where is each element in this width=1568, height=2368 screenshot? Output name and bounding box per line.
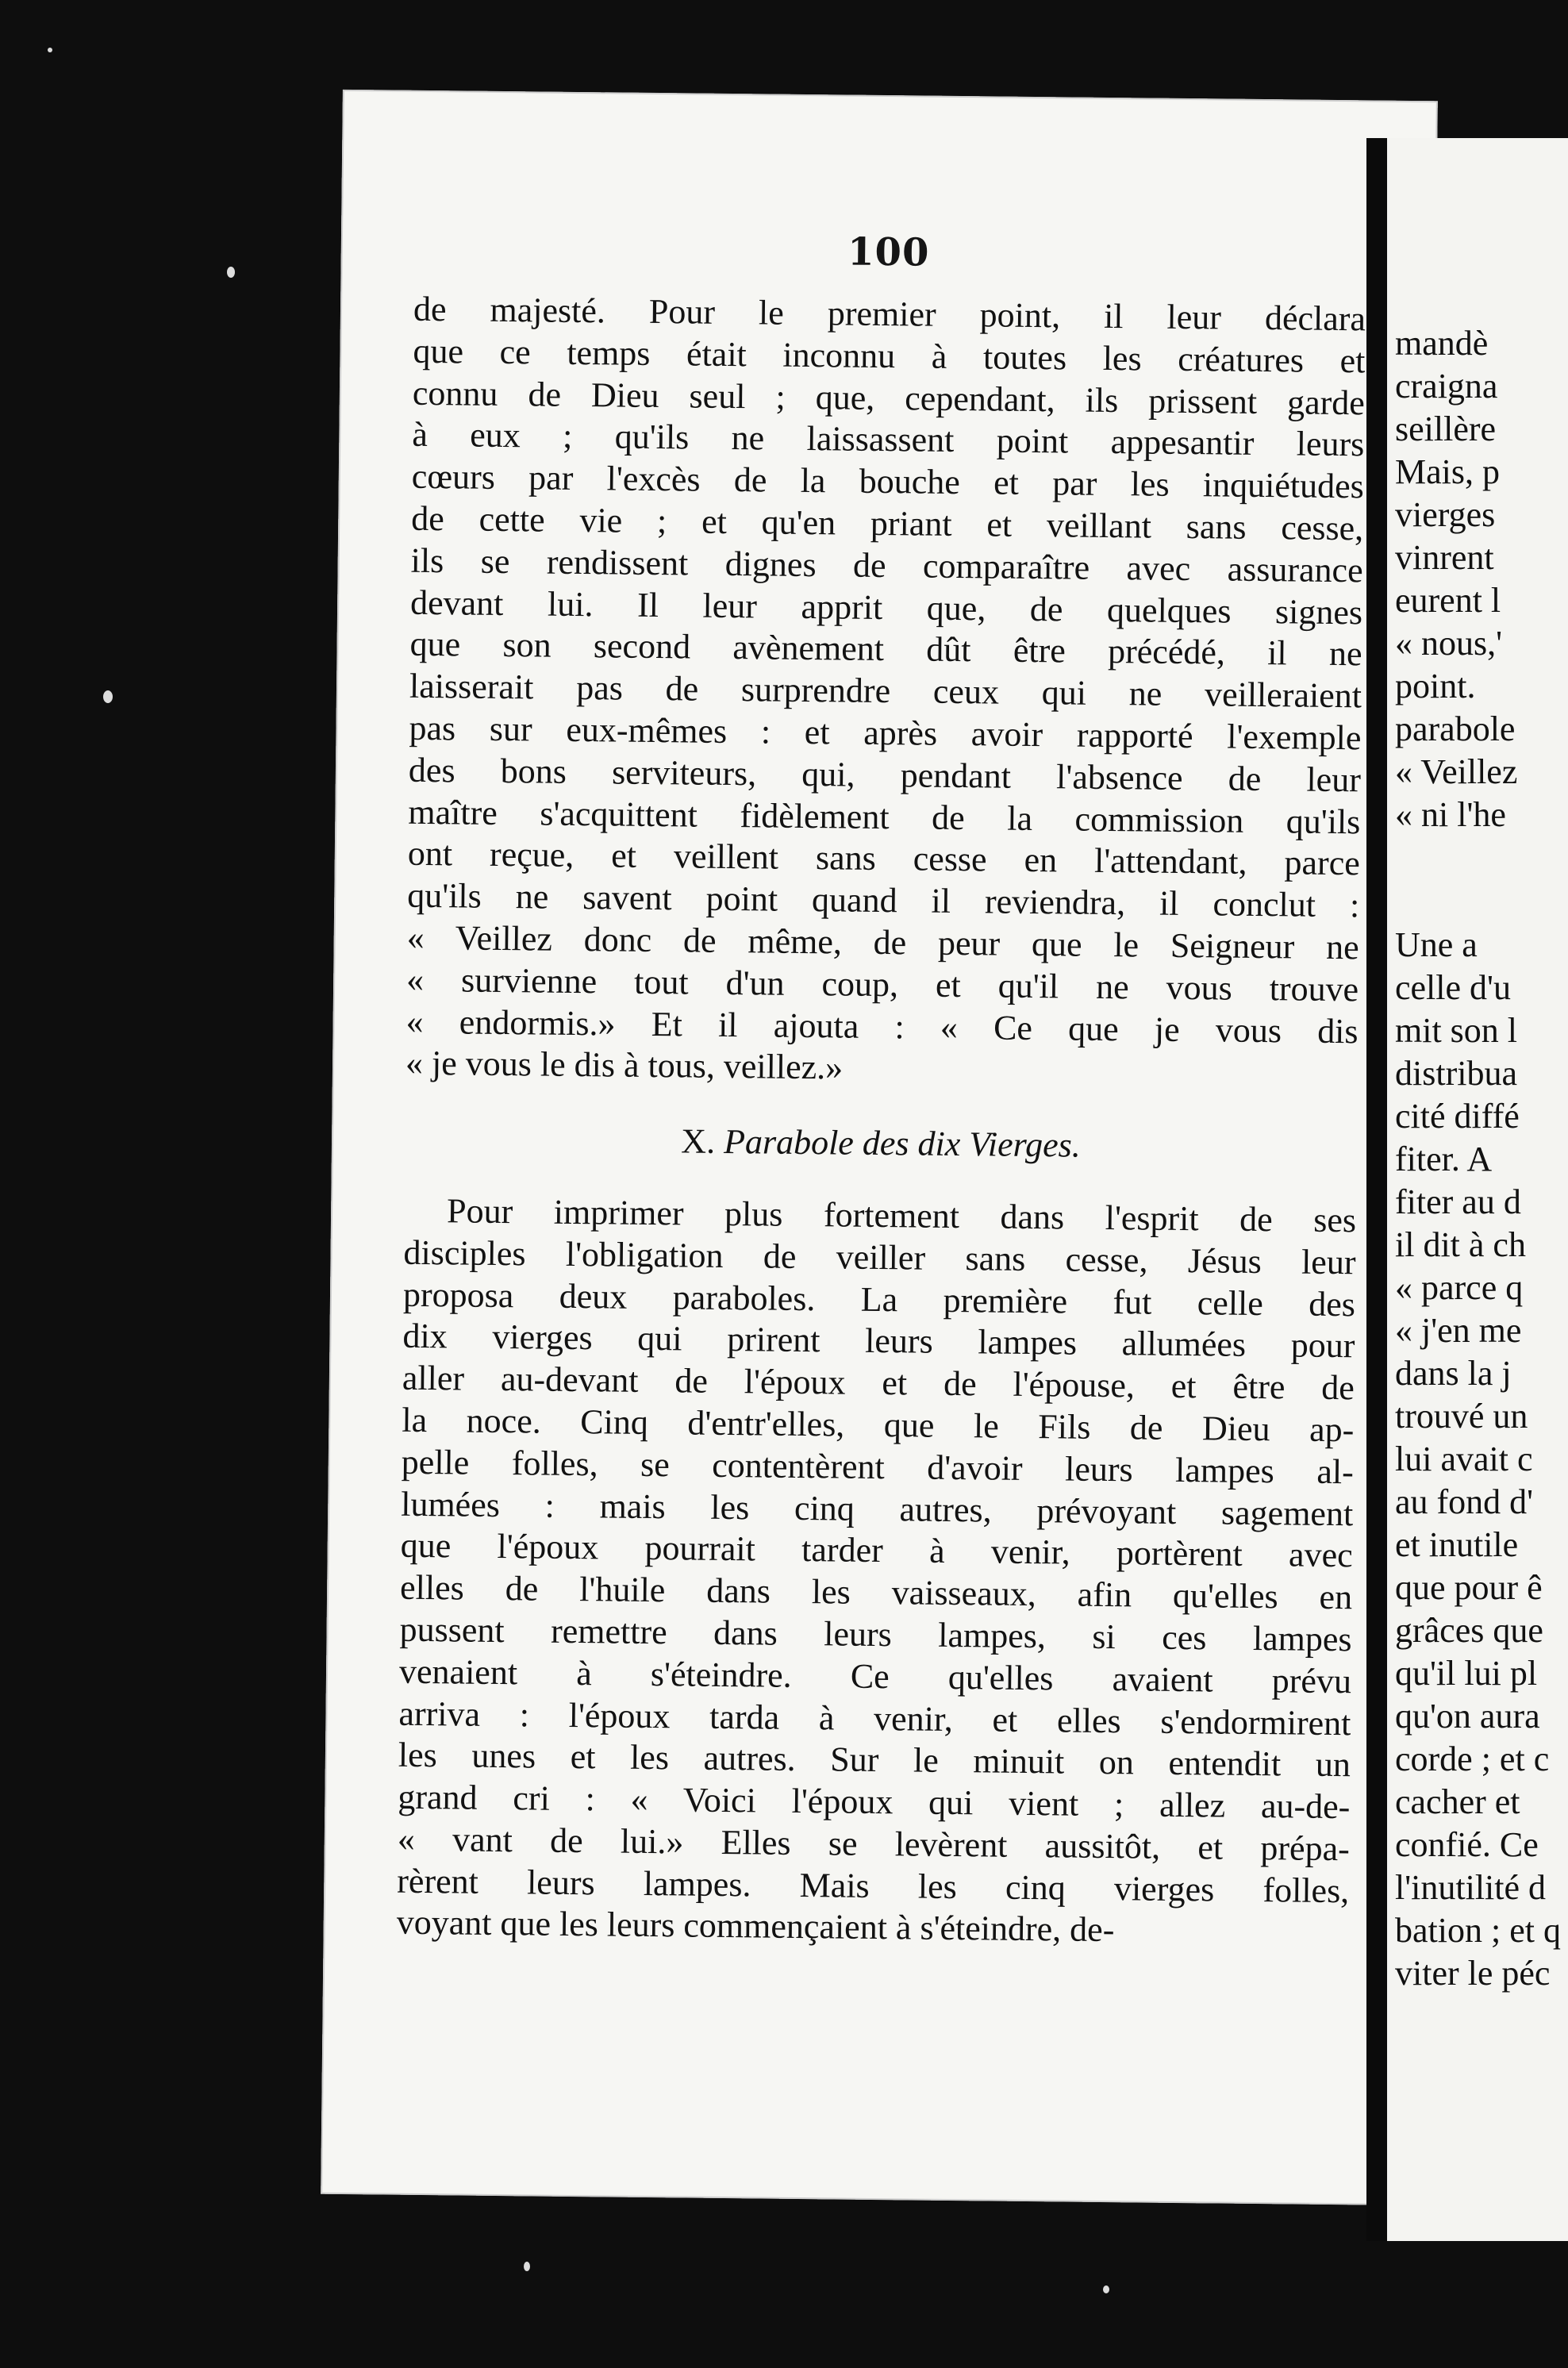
right-page-line: confié. Ce [1395,1825,1539,1864]
right-page-line: « j'en me [1395,1311,1522,1350]
text-line: « survienne tout d'un coup, et qu'il ne vous trouve [405,959,1359,1009]
right-page-line: « Veillez [1395,752,1518,791]
section-number: X. [681,1121,716,1161]
dust-speck [48,48,52,52]
right-page-line: « nous,' [1395,624,1503,663]
text-line: venaient à s'éteindre. Ce qu'elles avaient prévu [398,1651,1352,1701]
text-line: ont reçue, et veillent sans cesse en l'attendant, parce [407,834,1361,883]
text-line: laisserait pas de surprendre ceux qui ne veilleraient [409,666,1362,716]
text-line: « je vous le dis à tous, veillez.» [405,1044,844,1087]
right-page-line: mandè [1395,324,1489,363]
section-heading [405,1118,1357,1170]
dust-speck [1103,2285,1109,2293]
paragraph-before-heading [405,289,1366,1095]
text-line: que l'époux pourrait tarder à venir, portèrent avec [400,1526,1353,1575]
text-line: que ce temps était inconnu à toutes les créatures et [413,331,1366,381]
right-page-line: craigna [1395,367,1498,406]
right-page-line: il dit à ch [1395,1225,1526,1264]
text-line: à eux ; qu'ils ne laissassent point appesantir leurs [412,415,1365,464]
right-page-line: fiter au d [1395,1182,1521,1221]
text-line: elles de l'huile dans les vaisseaux, afin qu'elles en [399,1567,1353,1617]
text-line: pussent remettre dans leurs lampes, si ces lampes [399,1609,1352,1659]
text-line: pelle folles, se contentèrent d'avoir leurs lampes al- [401,1442,1355,1491]
text-line: de majesté. Pour le premier point, il leur déclara [413,289,1366,339]
right-page-line: vinrent [1395,538,1494,577]
right-page-line: « parce q [1395,1268,1524,1307]
right-page-line: qu'il lui pl [1395,1654,1538,1693]
book-page-right-cropped [1366,138,1568,2241]
right-page-line: cité diffé [1395,1097,1520,1136]
text-line: que son second avènement dût être précédé, il ne [409,625,1362,674]
right-page-lines-top [1395,322,1561,836]
text-line: aller au-devant de l'époux et de l'épouse, et être de [402,1358,1355,1408]
text-line: maître s'acquittent fidèlement de la commission qu'ils [408,792,1361,841]
page-number: 100 [847,229,930,275]
right-page-line: que pour ê [1395,1568,1543,1607]
right-page-line: viter le péc [1395,1954,1551,1993]
right-page-line: seillère [1395,409,1497,448]
right-page-line: distribua [1395,1054,1517,1093]
right-page-lines-bottom [1395,924,1561,1995]
right-page-line: celle d'u [1395,968,1511,1007]
page-body-text [396,289,1366,1955]
text-line: « endormis.» Et il ajouta : « Ce que je vous dis [405,1001,1359,1051]
dust-speck [227,267,235,278]
text-line: ils se rendissent dignes de comparaître avec assurance [410,540,1363,590]
right-page-line: au fond d' [1395,1482,1534,1521]
right-page-line: et inutile [1395,1525,1519,1564]
text-line: les unes et les autres. Sur le minuit on entendit un [398,1735,1351,1785]
right-page-line: vierges [1395,495,1496,534]
text-line: « vant de lui.» Elles se levèrent aussitôt, et prépa- [397,1819,1351,1869]
right-page-line: qu'on aura [1395,1697,1540,1736]
text-line: la noce. Cinq d'entr'elles, que le Fils de Dieu ap- [402,1400,1355,1450]
section-title: Parabole des dix Vierges. [723,1122,1082,1165]
text-line: devant lui. Il leur apprit que, de quelques signes [409,582,1363,632]
right-page-line: grâces que [1395,1611,1543,1650]
text-line: connu de Dieu seul ; que, cependant, ils prissent garde [412,373,1366,422]
right-page-line: fiter. A [1395,1140,1493,1178]
right-page-line: mit son l [1395,1011,1518,1050]
text-line: cœurs par l'excès de la bouche et par les inquiétudes [411,456,1365,506]
text-line: rèrent leurs lampes. Mais les cinq vierges folles, [397,1861,1350,1910]
right-page-line: « ni l'he [1395,795,1506,834]
text-line: voyant que les leurs commençaient à s'éteindre, de- [396,1903,1115,1950]
book-page-main [321,90,1438,2205]
right-page-text [1395,322,1561,1995]
text-line: Pour imprimer plus fortement dans l'esprit de ses [446,1191,1357,1240]
dust-speck [103,690,113,703]
right-page-line: Mais, p [1395,452,1500,491]
text-line: pas sur eux-mêmes : et après avoir rapporté l'exemple [409,708,1362,758]
paragraph-after-heading [396,1190,1356,1955]
text-line: dix vierges qui prirent leurs lampes allumées pour [402,1317,1355,1366]
right-page-line: corde ; et c [1395,1739,1550,1778]
right-page-line: bation ; et q [1395,1911,1561,1950]
text-line: de cette vie ; et qu'en priant et veillant sans cesse, [411,498,1364,548]
right-page-line: Une a [1395,925,1478,964]
text-line: qu'ils ne savent point quand il reviendra, il conclut : [407,875,1360,925]
right-page-line: lui avait c [1395,1440,1533,1478]
right-page-line: cacher et [1395,1782,1520,1821]
text-line: arriva : l'époux tarda à venir, et elles s'endormirent [398,1693,1351,1743]
text-line: disciples l'obligation de veiller sans cesse, Jésus leur [403,1232,1356,1282]
text-line: lumées : mais les cinq autres, prévoyant sagement [401,1484,1354,1533]
dust-speck [524,2262,530,2271]
text-line: « Veillez donc de même, de peur que le Seigneur ne [406,917,1359,967]
right-page-line: l'inutilité d [1395,1868,1547,1907]
right-page-line: point. [1395,667,1476,705]
text-line: des bons serviteurs, qui, pendant l'absence de leur [408,750,1362,800]
right-page-line: trouvé un [1395,1397,1528,1436]
right-page-line: dans la j [1395,1354,1512,1393]
right-page-line: eurent l [1395,581,1501,620]
right-page-line: parabole [1395,709,1516,748]
text-line: grand cri : « Voici l'époux qui vient ; allez au-de- [398,1777,1351,1827]
text-line: proposa deux paraboles. La première fut celle des [402,1274,1356,1324]
